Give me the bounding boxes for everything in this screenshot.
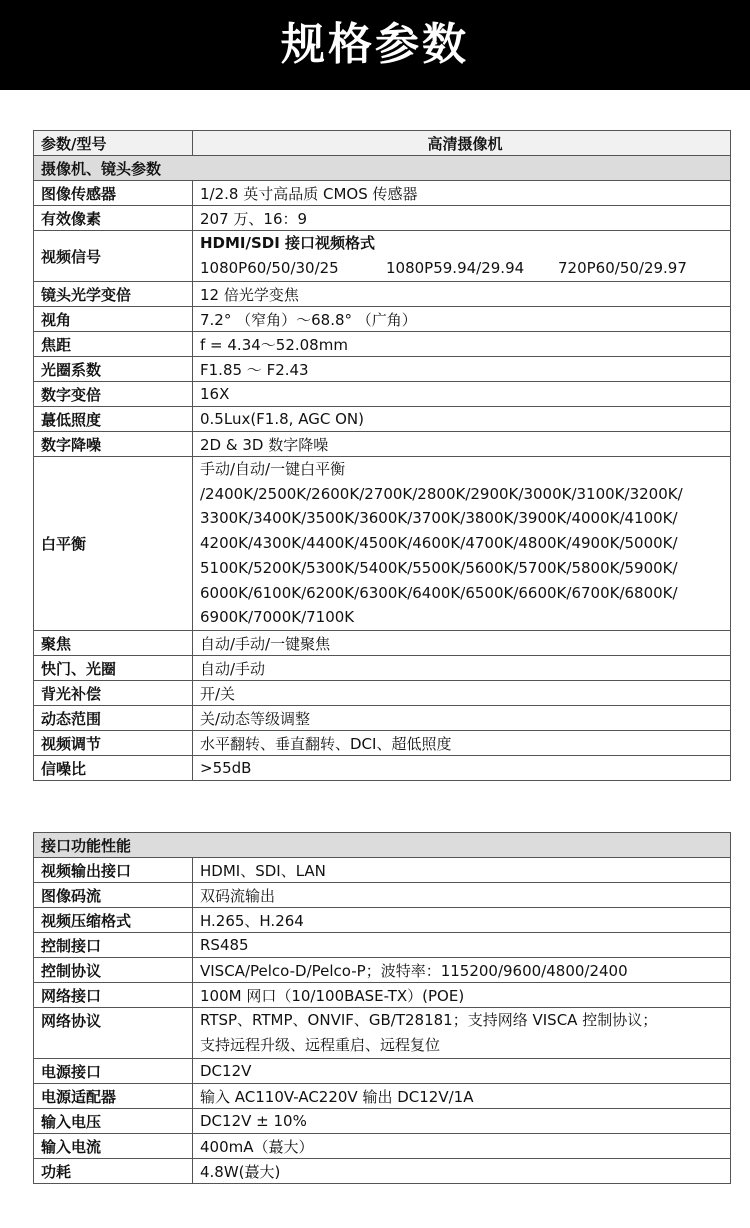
white-balance-line: 3300K/3400K/3500K/3600K/3700K/3800K/3900K/4000K/4100K/ bbox=[200, 509, 678, 528]
row-key: 数字变倍 bbox=[34, 382, 193, 407]
row-key: 聚焦 bbox=[34, 631, 193, 656]
row-value: HDMI、SDI、LAN bbox=[193, 858, 731, 883]
row-key: 视频压缩格式 bbox=[34, 908, 193, 933]
row-key: 图像码流 bbox=[34, 883, 193, 908]
interface-spec-table bbox=[33, 832, 731, 1184]
table-row bbox=[34, 1059, 731, 1084]
row-value: f = 4.34～52.08mm bbox=[193, 332, 731, 357]
row-value: 水平翻转、垂直翻转、DCI、超低照度 bbox=[193, 731, 731, 756]
row-value bbox=[193, 1008, 731, 1059]
row-key: 输入电压 bbox=[34, 1109, 193, 1134]
table-row bbox=[34, 282, 731, 307]
row-key: 图像传感器 bbox=[34, 181, 193, 206]
table-row bbox=[34, 181, 731, 206]
row-value: 自动/手动 bbox=[193, 656, 731, 681]
row-key: 视频输出接口 bbox=[34, 858, 193, 883]
row-key: 背光补偿 bbox=[34, 681, 193, 706]
row-value: 100M 网口（10/100BASE-TX）(POE) bbox=[193, 983, 731, 1008]
row-value: >55dB bbox=[193, 756, 731, 781]
header-banner bbox=[0, 0, 750, 90]
row-value: 1/2.8 英寸高品质 CMOS 传感器 bbox=[193, 181, 731, 206]
row-value: 16X bbox=[193, 382, 731, 407]
video-format-item: 1080P59.94/29.94 bbox=[386, 259, 525, 277]
table-row bbox=[34, 307, 731, 332]
row-value bbox=[193, 231, 731, 282]
table-row bbox=[34, 432, 731, 457]
row-value: 关/动态等级调整 bbox=[193, 706, 731, 731]
row-value: DC12V bbox=[193, 1059, 731, 1084]
white-balance-line: /2400K/2500K/2600K/2700K/2800K/2900K/3000K/3100K/3200K/ bbox=[200, 484, 683, 503]
network-protocol-line: 支持远程升级、远程重启、远程复位 bbox=[200, 1036, 441, 1054]
row-key: 网络协议 bbox=[34, 1008, 193, 1059]
row-value: DC12V ± 10% bbox=[193, 1109, 731, 1134]
row-key: 镜头光学变倍 bbox=[34, 282, 193, 307]
white-balance-line: 手动/自动/一键白平衡 bbox=[200, 460, 346, 479]
video-format-subtitle: HDMI/SDI 接口视频格式 bbox=[200, 234, 376, 253]
table-row bbox=[34, 706, 731, 731]
section-row-camera-lens bbox=[34, 156, 731, 181]
header-product-name: 高清摄像机 bbox=[193, 131, 731, 156]
camera-lens-spec-table bbox=[33, 130, 731, 781]
white-balance-line: 4200K/4300K/4400K/4500K/4600K/4700K/4800K/4900K/5000K/ bbox=[200, 534, 678, 553]
table-row bbox=[34, 1084, 731, 1109]
row-key: 功耗 bbox=[34, 1159, 193, 1184]
table-row bbox=[34, 681, 731, 706]
table-row bbox=[34, 206, 731, 231]
row-value: 12 倍光学变焦 bbox=[193, 282, 731, 307]
row-key: 数字降噪 bbox=[34, 432, 193, 457]
section-row-interface bbox=[34, 833, 731, 858]
table-row bbox=[34, 756, 731, 781]
section-title: 接口功能性能 bbox=[34, 833, 731, 858]
row-value: 4.8W(蕞大) bbox=[193, 1159, 731, 1184]
row-value: VISCA/Pelco-D/Pelco-P；波特率：115200/9600/4800/2400 bbox=[193, 958, 731, 983]
section-title: 摄像机、镜头参数 bbox=[34, 156, 731, 181]
table-row bbox=[34, 457, 731, 631]
video-format-item: 1080P60/50/30/25 bbox=[200, 259, 339, 277]
table-row bbox=[34, 883, 731, 908]
row-key: 有效像素 bbox=[34, 206, 193, 231]
row-key: 快门、光圈 bbox=[34, 656, 193, 681]
row-key: 控制接口 bbox=[34, 933, 193, 958]
network-protocol-line: RTSP、RTMP、ONVIF、GB/T28181；支持网络 VISCA 控制协议； bbox=[200, 1011, 658, 1030]
table-row bbox=[34, 858, 731, 883]
row-value: 输入 AC110V-AC220V 输出 DC12V/1A bbox=[193, 1084, 731, 1109]
row-key: 焦距 bbox=[34, 332, 193, 357]
row-value: 0.5Lux(F1.8, AGC ON) bbox=[193, 407, 731, 432]
row-key: 电源接口 bbox=[34, 1059, 193, 1084]
row-key: 蕞低照度 bbox=[34, 407, 193, 432]
video-format-list bbox=[200, 256, 730, 281]
header-param-model: 参数/型号 bbox=[34, 131, 193, 156]
video-format-item: 720P60/50/29.97 bbox=[558, 259, 687, 277]
row-value: 7.2° （窄角）～68.8° （广角） bbox=[193, 307, 731, 332]
table-row bbox=[34, 983, 731, 1008]
table-row bbox=[34, 1159, 731, 1184]
table-row bbox=[34, 407, 731, 432]
row-value bbox=[193, 457, 731, 631]
table-row bbox=[34, 731, 731, 756]
row-key: 视频调节 bbox=[34, 731, 193, 756]
row-value: 开/关 bbox=[193, 681, 731, 706]
row-value: 207 万、16：9 bbox=[193, 206, 731, 231]
row-key: 网络接口 bbox=[34, 983, 193, 1008]
white-balance-line: 5100K/5200K/5300K/5400K/5500K/5600K/5700K/5800K/5900K/ bbox=[200, 558, 678, 577]
table-row bbox=[34, 332, 731, 357]
row-key: 电源适配器 bbox=[34, 1084, 193, 1109]
table-row bbox=[34, 1134, 731, 1159]
page-title: 规格参数 bbox=[281, 19, 469, 70]
white-balance-line: 6900K/7000K/7100K bbox=[200, 608, 355, 627]
table-row bbox=[34, 958, 731, 983]
table-row bbox=[34, 1109, 731, 1134]
table-header-row bbox=[34, 131, 731, 156]
row-key: 输入电流 bbox=[34, 1134, 193, 1159]
row-key: 视角 bbox=[34, 307, 193, 332]
row-value: RS485 bbox=[193, 933, 731, 958]
row-key: 控制协议 bbox=[34, 958, 193, 983]
row-key: 动态范围 bbox=[34, 706, 193, 731]
row-value: 2D & 3D 数字降噪 bbox=[193, 432, 731, 457]
row-value: F1.85 ～ F2.43 bbox=[193, 357, 731, 382]
table-row bbox=[34, 656, 731, 681]
table-row bbox=[34, 382, 731, 407]
white-balance-line: 6000K/6100K/6200K/6300K/6400K/6500K/6600K/6700K/6800K/ bbox=[200, 583, 678, 602]
row-key: 白平衡 bbox=[34, 457, 193, 631]
table-row bbox=[34, 357, 731, 382]
row-key: 光圈系数 bbox=[34, 357, 193, 382]
table-row bbox=[34, 908, 731, 933]
row-value: 自动/手动/一键聚焦 bbox=[193, 631, 731, 656]
row-value: 400mA（蕞大） bbox=[193, 1134, 731, 1159]
row-value: H.265、H.264 bbox=[193, 908, 731, 933]
table-row bbox=[34, 631, 731, 656]
table-row bbox=[34, 1008, 731, 1059]
row-value: 双码流输出 bbox=[193, 883, 731, 908]
row-key: 信噪比 bbox=[34, 756, 193, 781]
table-row bbox=[34, 933, 731, 958]
table-row bbox=[34, 231, 731, 282]
row-key: 视频信号 bbox=[34, 231, 193, 282]
